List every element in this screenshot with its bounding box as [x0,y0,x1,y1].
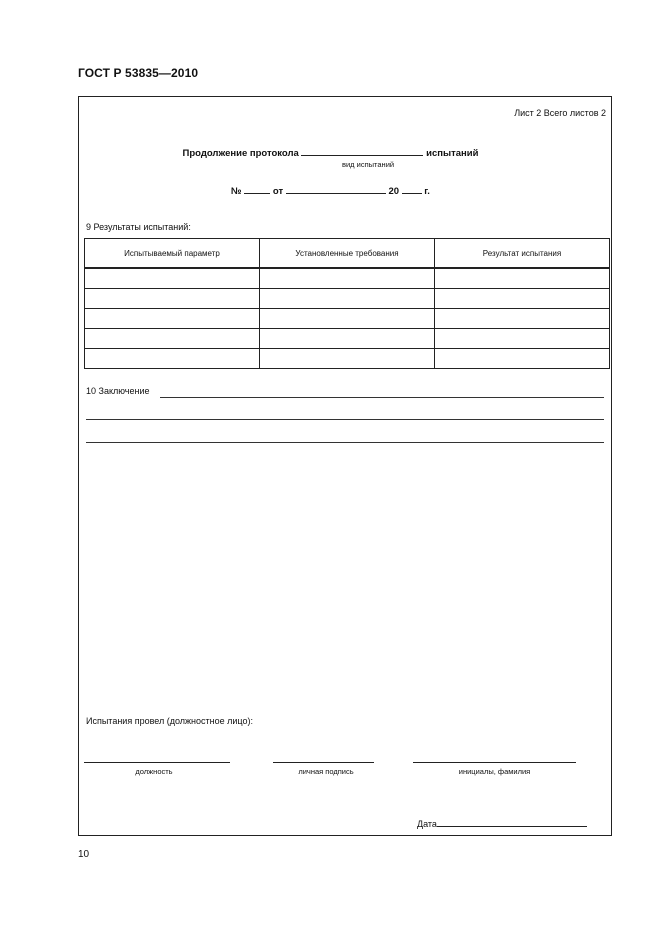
protocol-title [0,146,661,159]
position-caption: должность [135,767,173,776]
year-blank [402,184,422,194]
table-row [85,268,610,289]
year-suffix: г. [424,186,430,197]
table-cell[interactable] [85,329,260,349]
table-row [85,309,610,329]
table-cell[interactable] [260,268,435,289]
test-kind-caption: вид испытаний [342,160,395,169]
date-line[interactable] [437,817,587,827]
table-cell[interactable] [85,289,260,309]
conclusion-line-1[interactable] [160,397,604,398]
from-label: от [272,186,284,197]
protocol-number-line [0,184,661,197]
table-cell[interactable] [435,349,610,369]
conclusion-label: 10 Заключение [86,386,150,396]
results-table [84,238,610,369]
col-requirements: Установленные требования [260,239,435,269]
table-cell[interactable] [85,309,260,329]
signature-caption: личная подпись [298,767,354,776]
table-cell[interactable] [435,268,610,289]
page-number: 10 [78,849,90,860]
test-kind-blank [301,146,423,156]
document-standard-header: ГОСТ Р 53835—2010 [78,66,199,80]
date-label: Дата [417,819,437,829]
table-cell[interactable] [435,329,610,349]
table-cell[interactable] [85,268,260,289]
table-row [85,329,610,349]
name-caption: инициалы, фамилия [458,767,531,776]
signature-line[interactable] [273,762,374,763]
table-header-row [85,239,610,269]
conclusion-line-2[interactable] [86,419,604,420]
results-heading: 9 Результаты испытаний: [86,222,191,232]
table-cell[interactable] [260,329,435,349]
year-prefix: 20 [388,186,400,197]
protocol-title-suffix: испытаний [426,148,479,159]
number-sign: № [231,186,242,197]
number-blank [244,184,270,194]
sheet-info: Лист 2 Всего листов 2 [514,108,606,118]
date-blank [286,184,386,194]
table-cell[interactable] [260,289,435,309]
col-parameter: Испытываемый параметр [85,239,260,269]
table-cell[interactable] [85,349,260,369]
conclusion-line-3[interactable] [86,442,604,443]
col-result: Результат испытания [435,239,610,269]
table-row [85,349,610,369]
date-field [417,817,587,829]
table-cell[interactable] [260,349,435,369]
table-cell[interactable] [260,309,435,329]
name-line[interactable] [413,762,576,763]
protocol-title-prefix: Продолжение протокола [182,148,299,159]
position-line[interactable] [84,762,230,763]
conducted-by-label: Испытания провел (должностное лицо): [86,716,253,726]
table-row [85,289,610,309]
table-cell[interactable] [435,309,610,329]
table-cell[interactable] [435,289,610,309]
